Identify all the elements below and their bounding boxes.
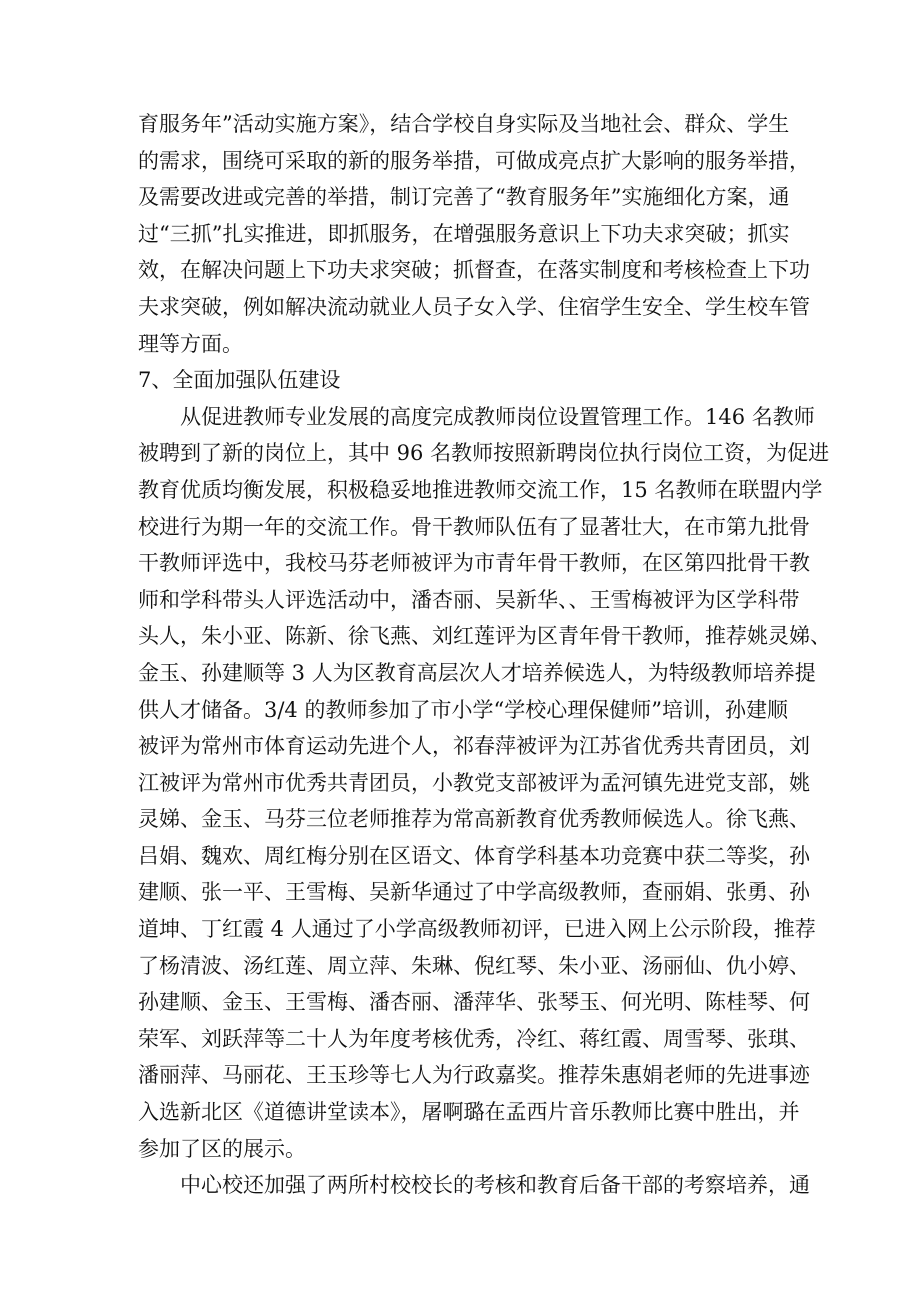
text-line: 江被评为常州市优秀共青团员，小教党支部被评为孟河镇先进党支部，姚 xyxy=(138,770,810,795)
text-line: 被评为常州市体育运动先进个人，祁春萍被评为江苏省优秀共青团员，刘 xyxy=(138,734,810,759)
text-line: 教育优质均衡发展，积极稳妥地推进教师交流工作，15 名教师在联盟内学 xyxy=(138,477,823,502)
text-line: 从促进教师专业发展的高度完成教师岗位设置管理工作。146 名教师 xyxy=(180,404,815,429)
text-line: 过“三抓”扎实推进，即抓服务，在增强服务意识上下功夫求突破；抓实 xyxy=(138,221,790,246)
paragraph-team-building xyxy=(138,399,831,1167)
text-line: 荣军、刘跃萍等二十人为年度考核优秀，冷红、蒋红霞、周雪琴、张琪、 xyxy=(138,1026,810,1051)
text-line: 孙建顺、金玉、王雪梅、潘杏丽、潘萍华、张琴玉、何光明、陈桂琴、何 xyxy=(138,990,810,1015)
section-heading: 7、全面加强队伍建设 xyxy=(138,368,341,393)
text-line: 效，在解决问题上下功夫求突破；抓督查，在落实制度和考核检查上下功 xyxy=(138,258,810,283)
text-line: 道坤、丁红霞 4 人通过了小学高级教师初评，已进入网上公示阶段，推荐 xyxy=(138,917,816,942)
text-line: 灵娣、金玉、马芬三位老师推荐为常高新教育优秀教师候选人。徐飞燕、 xyxy=(138,807,810,832)
text-line: 潘丽萍、马丽花、王玉珍等七人为行政嘉奖。推荐朱惠娟老师的先进事迹 xyxy=(138,1063,810,1088)
paragraph-service-year xyxy=(138,106,810,362)
text-line: 的需求，围绕可采取的新的服务举措，可做成亮点扩大影响的服务举措， xyxy=(138,148,810,173)
text-line: 金玉、孙建顺等 3 人为区教育高层次人才培养候选人，为特级教师培养提 xyxy=(138,660,816,685)
text-line: 校进行为期一年的交流工作。骨干教师队伍有了显著壮大，在市第九批骨 xyxy=(138,514,810,539)
text-line: 理等方面。 xyxy=(138,331,243,356)
document-body xyxy=(138,106,831,1204)
text-line: 中心校还加强了两所村校校长的考核和教育后备干部的考察培养，通 xyxy=(180,1173,810,1198)
text-line: 了杨清波、汤红莲、周立萍、朱琳、倪红琴、朱小亚、汤丽仙、仇小婷、 xyxy=(138,953,810,978)
text-line: 建顺、张一平、王雪梅、吴新华通过了中学高级教师，查丽娟、张勇、孙 xyxy=(138,880,810,905)
paragraph-leader-training xyxy=(138,1167,810,1204)
text-line: 夫求突破，例如解决流动就业人员子女入学、住宿学生安全、学生校车管 xyxy=(138,294,810,319)
text-line: 供人才储备。3/4 的教师参加了市小学“学校心理保健师”培训，孙建顺 xyxy=(138,697,788,722)
text-line: 育服务年”活动实施方案》，结合学校自身实际及当地社会、群众、学生 xyxy=(138,112,790,136)
text-line: 参加了区的展示。 xyxy=(138,1136,306,1161)
text-line: 入选新北区《道德讲堂读本》，屠啊璐在孟西片音乐教师比赛中胜出，并 xyxy=(138,1100,800,1125)
text-line: 及需要改进或完善的举措，制订完善了“教育服务年”实施细化方案，通 xyxy=(138,185,790,210)
text-line: 干教师评选中，我校马芬老师被评为市青年骨干教师，在区第四批骨干教 xyxy=(138,551,810,576)
text-line: 师和学科带头人评选活动中，潘杏丽、吴新华、、王雪梅被评为区学科带 xyxy=(138,587,800,612)
text-line: 头人，朱小亚、陈新、徐飞燕、刘红莲评为区青年骨干教师，推荐姚灵娣、 xyxy=(138,624,831,649)
text-line: 被聘到了新的岗位上，其中 96 名教师按照新聘岗位执行岗位工资，为促进 xyxy=(138,441,830,466)
text-line: 吕娟、魏欢、周红梅分别在区语文、体育学科基本功竞赛中获二等奖，孙 xyxy=(138,843,810,868)
